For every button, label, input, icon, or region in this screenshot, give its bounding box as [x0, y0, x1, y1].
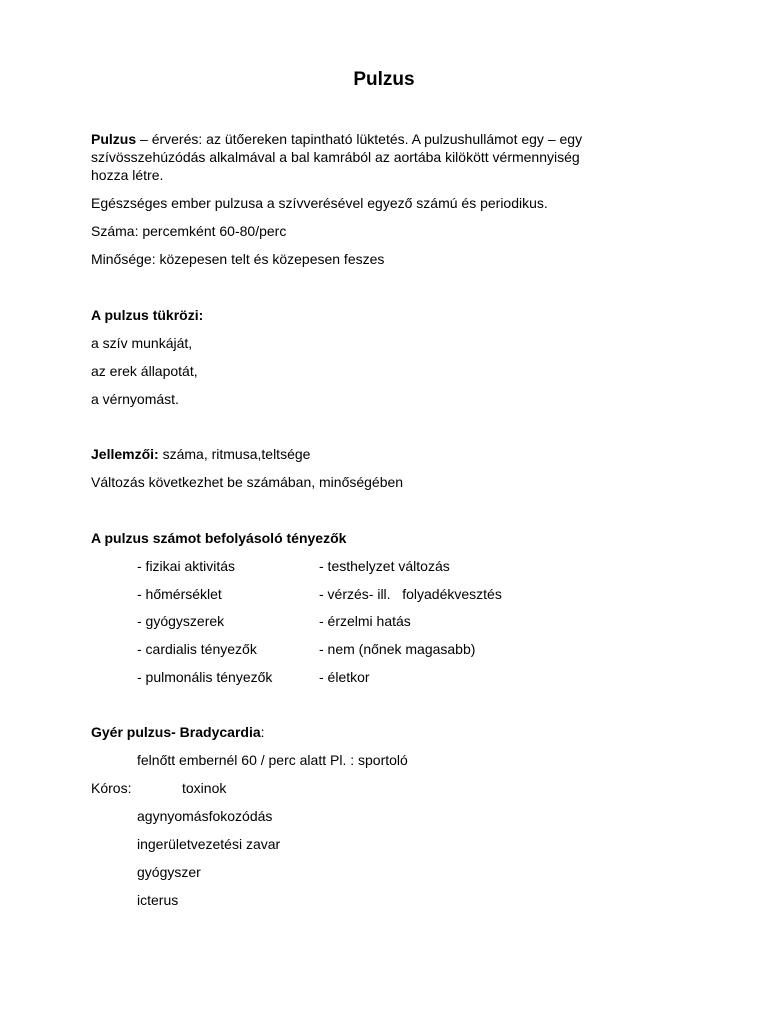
reflects-item: a szív munkáját, [91, 335, 193, 351]
cause-item: icterus [137, 892, 179, 908]
intro-line-2: szívösszehúzódás alkalmával a bal kamrából az aortába kilökött vérmennyiség [91, 149, 580, 165]
brady-colon: : [260, 724, 265, 740]
cause-item: agynyomásfokozódás [137, 808, 273, 824]
change-line: Változás következhet be számában, minőségében [91, 474, 404, 490]
reflects-item: az erek állapotát, [91, 363, 198, 379]
factor-right: - érzelmi hatás [319, 613, 411, 629]
brady-adult: felnőtt embernél 60 / perc alatt Pl. : sportoló [137, 752, 408, 768]
paragraph-healthy: Egészséges ember pulzusa a szívverésével egyező számú és periodikus. [91, 195, 548, 211]
cause-item: toxinok [182, 780, 227, 796]
factor-right: - életkor [319, 669, 370, 685]
factor-left: - hőmérséklet [137, 586, 222, 602]
koros-label: Kóros: [91, 780, 132, 796]
factor-right: - nem (nőnek magasabb) [319, 641, 476, 657]
intro-line-1 [91, 131, 582, 147]
factor-right: - testhelyzet változás [319, 558, 450, 574]
characteristics-text: száma, ritmusa,teltsége [158, 446, 311, 462]
characteristics-line [91, 446, 310, 462]
factor-right: - vérzés- ill. folyadékvesztés [319, 586, 502, 602]
factor-left: - cardialis tényezők [137, 641, 257, 657]
reflects-heading: A pulzus tükrözi: [91, 307, 204, 323]
factor-left: - pulmonális tényezők [137, 669, 273, 685]
factor-left: - fizikai aktivitás [137, 558, 236, 574]
brady-heading-line [91, 724, 265, 740]
factors-heading: A pulzus számot befolyásoló tényezők [91, 530, 347, 546]
intro-term: Pulzus [91, 131, 137, 147]
characteristics-label: Jellemzői: [91, 446, 159, 462]
paragraph-quality: Minősége: közepesen telt és közepesen feszes [91, 251, 385, 267]
intro-line-1-text: – érverés: az ütőereken tapintható lüktetés. A pulzushullámot egy – egy [136, 131, 583, 147]
cause-item: gyógyszer [137, 864, 201, 880]
brady-heading: Gyér pulzus- Bradycardia [91, 724, 261, 740]
factor-left: - gyógyszerek [137, 613, 225, 629]
paragraph-rate: Száma: percemként 60-80/perc [91, 223, 287, 239]
intro-line-3: hozza létre. [91, 167, 164, 183]
page-title: Pulzus [353, 69, 415, 90]
cause-item: ingerületvezetési zavar [137, 836, 281, 852]
reflects-item: a vérnyomást. [91, 391, 179, 407]
